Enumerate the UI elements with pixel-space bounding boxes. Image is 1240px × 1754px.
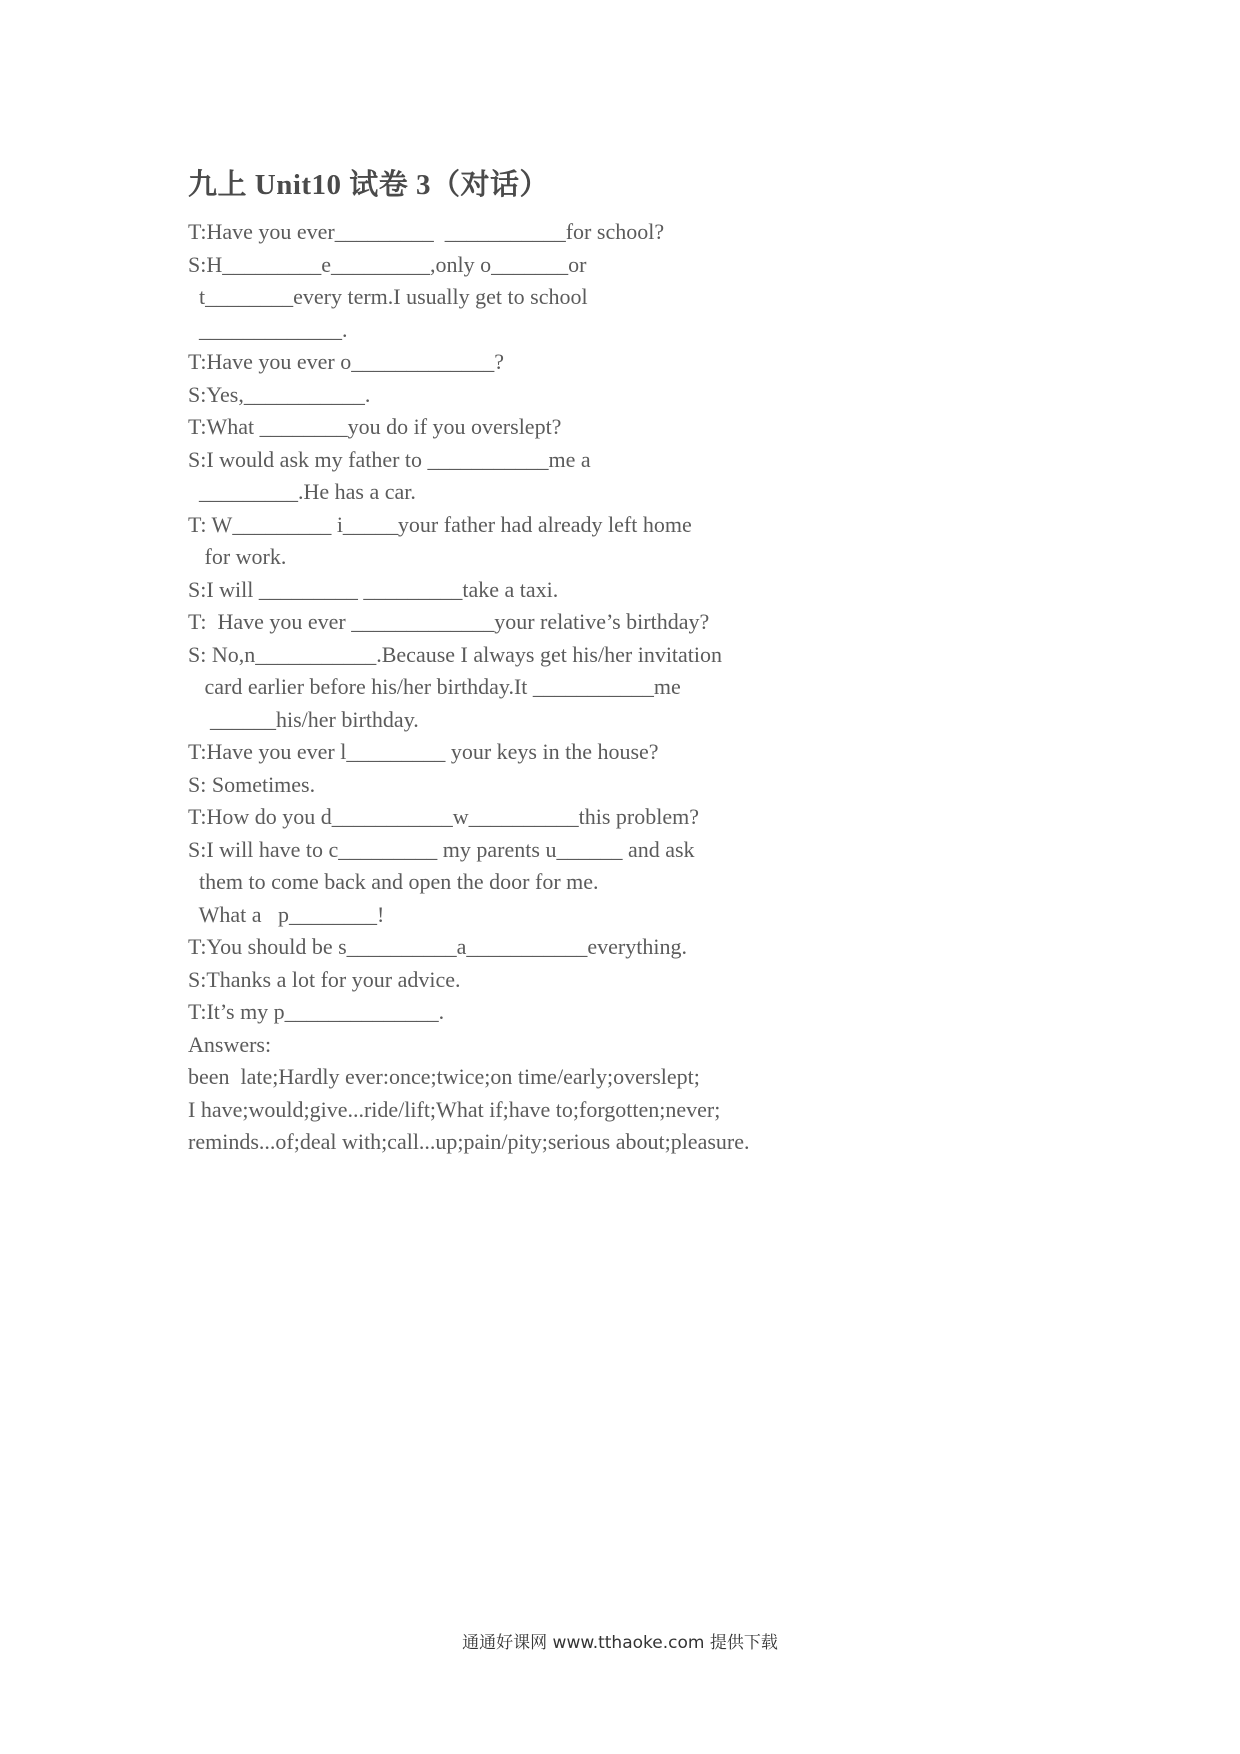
document-title: 九上 Unit10 试卷 3（对话） (188, 169, 550, 201)
text-line: _____________. (188, 316, 348, 342)
text-line: S: No,n___________.Because I always get his/her invitation (188, 641, 723, 667)
text-line: S: Sometimes. (188, 771, 316, 797)
text-line: _________.He has a car. (188, 479, 416, 504)
text-line: t________every term.I usually get to school (188, 284, 588, 309)
text-line: them to come back and open the door for me. (188, 869, 599, 894)
text-line: for work. (188, 544, 287, 569)
answer-line: I have;would;give...ride/lift;What if;have to;forgotten;never; (188, 1096, 721, 1122)
answer-line: been late;Hardly ever:once;twice;on time/early;overslept; (188, 1064, 700, 1089)
dialogue-body (188, 216, 848, 1159)
text-line: T: Have you ever _____________your relative’s birthday? (188, 609, 710, 634)
text-line: T:It’s my p______________. (188, 999, 445, 1024)
text-line: T:Have you ever l_________ your keys in the house? (188, 739, 659, 764)
text-line: T: W_________ i_____your father had already left home (188, 511, 692, 537)
footer-credit: 通通好课网 www.tthaoke.com 提供下载 (462, 1633, 778, 1653)
answer-line: reminds...of;deal with;call...up;pain/pity;serious about;pleasure. (188, 1129, 750, 1154)
text-line: S:I will _________ _________take a taxi. (188, 576, 559, 602)
text-line: S:Thanks a lot for your advice. (188, 966, 461, 992)
text-line: What a p________! (188, 901, 385, 927)
text-line: S:I will have to c_________ my parents u______ and ask (188, 836, 695, 862)
text-line: ______his/her birthday. (188, 706, 419, 732)
text-line: card earlier before his/her birthday.It ___________me (188, 674, 681, 699)
text-line: S:H_________e_________,only o_______or (188, 251, 587, 277)
text-line: T:Have you ever_________ ___________for school? (188, 219, 665, 244)
text-line: T:How do you d___________w__________this problem? (188, 804, 699, 829)
text-line: T:Have you ever o_____________? (188, 349, 504, 374)
text-line: S:Yes,___________. (188, 381, 371, 407)
text-line: S:I would ask my father to ___________me a (188, 446, 591, 472)
text-line: T:You should be s__________a___________everything. (188, 934, 687, 959)
answers-heading: Answers: (188, 1031, 272, 1057)
text-line: T:What ________you do if you overslept? (188, 414, 562, 439)
